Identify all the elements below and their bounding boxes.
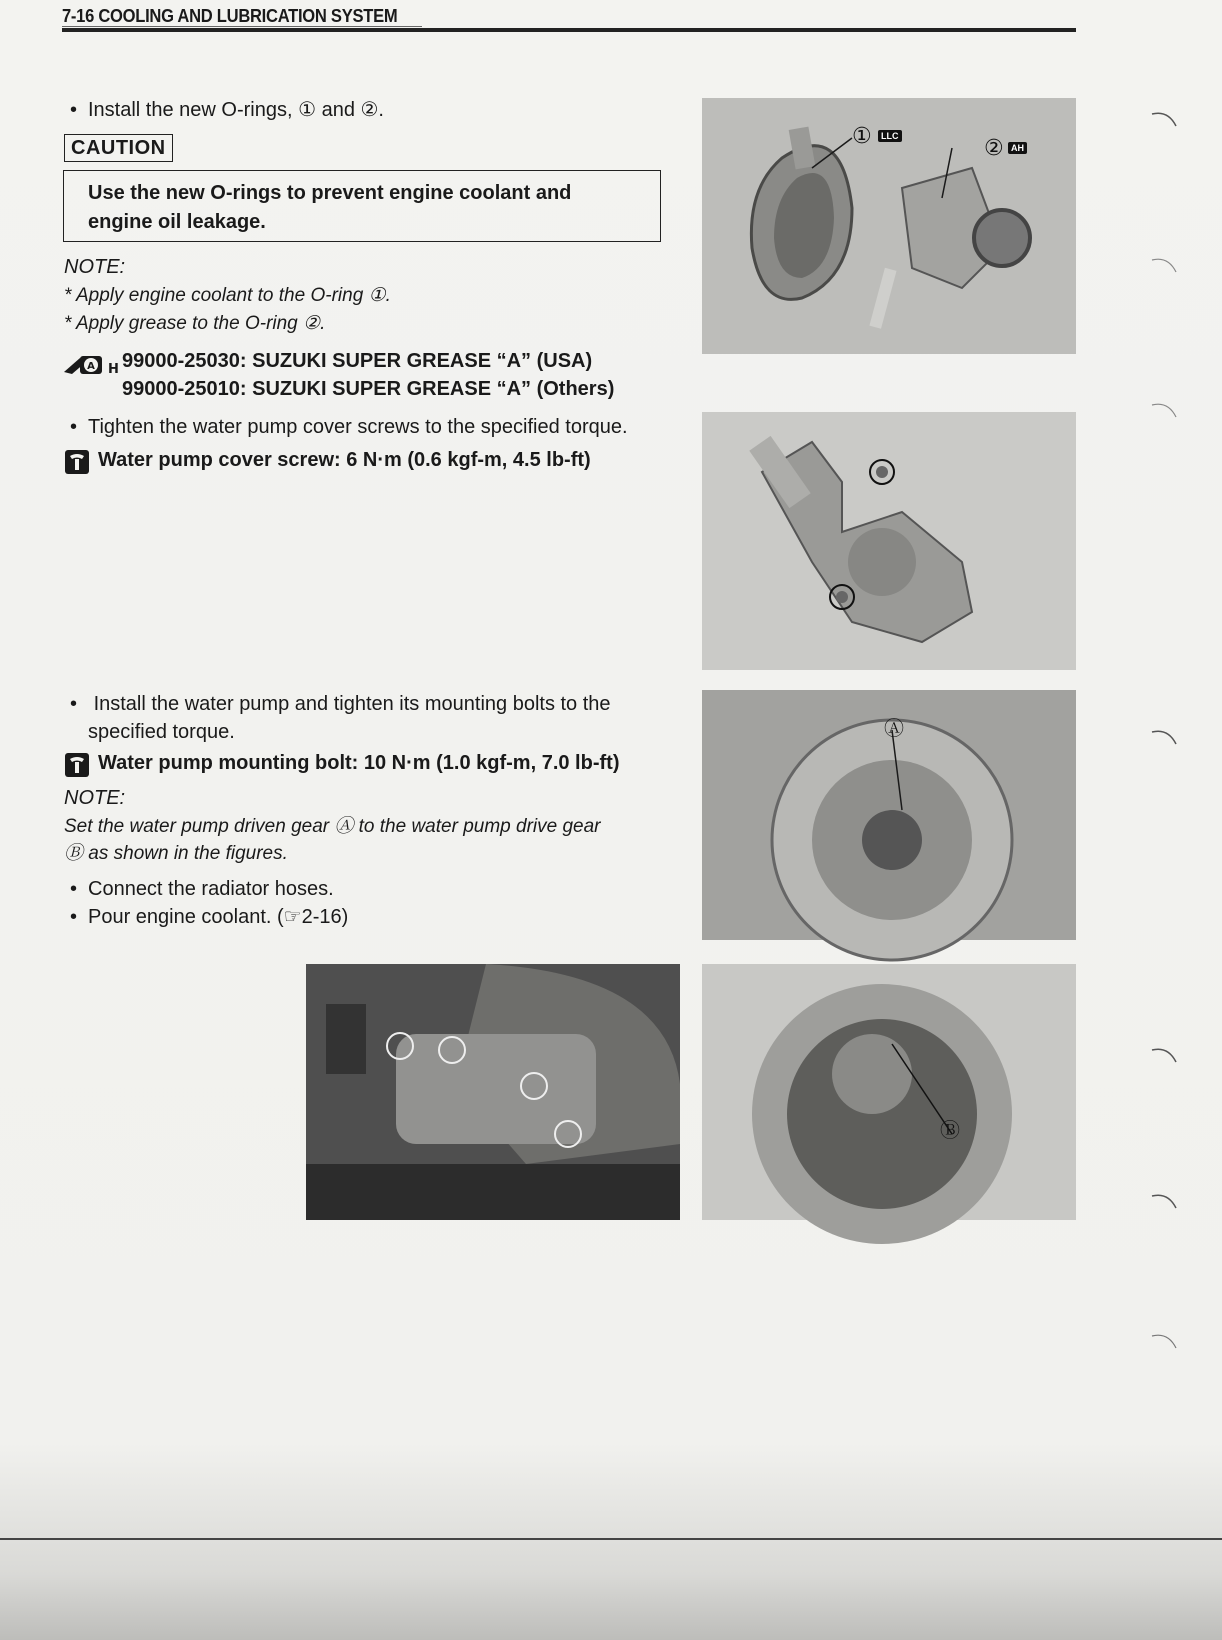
grease-spec-usa: 99000-25030: SUZUKI SUPER GREASE “A” (USA) bbox=[122, 350, 593, 372]
binder-mark-icon bbox=[1150, 1186, 1180, 1216]
note-line-grease: * Apply grease to the O-ring ②. bbox=[64, 313, 326, 334]
photo-water-pump-cover-screws bbox=[702, 412, 1076, 670]
grease-tag-icon: AH bbox=[1008, 142, 1027, 154]
torque-mounting-bolt: Water pump mounting bolt: 10 N·m (1.0 kgf-m, 7.0 lb-ft) bbox=[98, 752, 620, 774]
photo-water-pump-orings bbox=[702, 98, 1076, 354]
note-gear-line1: Set the water pump driven gear Ⓐ to the water pump drive gear bbox=[64, 816, 601, 837]
caution-text-line2: engine oil leakage. bbox=[88, 211, 266, 233]
bullet-pour-engine-coolant: • Pour engine coolant. (☞2-16) bbox=[62, 903, 688, 931]
callout-2: ② bbox=[984, 136, 1004, 161]
torque-cover-screw: Water pump cover screw: 6 N·m (0.6 kgf-m, 4.5 lb-ft) bbox=[98, 449, 591, 471]
bullet-tighten-cover-screws: • Tighten the water pump cover screws to the specified torque. bbox=[62, 413, 728, 441]
header-rule-thin bbox=[62, 26, 422, 27]
bullet-install-orings: • Install the new O-rings, ① and ②. bbox=[62, 96, 668, 124]
bullet-install-water-pump bbox=[62, 690, 708, 746]
note-heading-1: NOTE: bbox=[64, 256, 126, 278]
caution-box bbox=[63, 170, 661, 242]
header-rule bbox=[62, 28, 1076, 32]
binder-mark-icon bbox=[1150, 1326, 1180, 1356]
llc-tag-icon: LLC bbox=[878, 130, 902, 142]
bullet-connect-radiator-hoses: • Connect the radiator hoses. bbox=[62, 875, 688, 903]
photo-installed-water-pump bbox=[306, 964, 680, 1220]
photo-drive-gear bbox=[702, 964, 1076, 1220]
photo-driven-gear bbox=[702, 690, 1076, 940]
torque-wrench-icon bbox=[64, 752, 90, 778]
torque-wrench-icon bbox=[64, 449, 90, 475]
binder-mark-icon bbox=[1150, 104, 1180, 134]
callout-b: Ⓑ bbox=[940, 1118, 960, 1142]
callout-a: Ⓐ bbox=[884, 716, 904, 740]
bullet-install-water-pump-line1: Install the water pump and tighten its mounting bolts to the bbox=[93, 693, 611, 715]
callout-1: ① bbox=[852, 124, 872, 149]
grease-icon bbox=[62, 350, 119, 377]
caution-label: CAUTION bbox=[64, 134, 173, 162]
svg-text:H: H bbox=[108, 362, 119, 377]
binder-mark-icon bbox=[1150, 250, 1180, 280]
grease-spec-others: 99000-25010: SUZUKI SUPER GREASE “A” (Others) bbox=[122, 378, 615, 400]
page-bottom-rule bbox=[0, 1538, 1222, 1540]
svg-text:A: A bbox=[87, 361, 95, 372]
binder-mark-icon bbox=[1150, 1040, 1180, 1070]
caution-text-line1: Use the new O-rings to prevent engine coolant and bbox=[88, 182, 572, 204]
binder-mark-icon bbox=[1150, 722, 1180, 752]
note-heading-2: NOTE: bbox=[64, 787, 126, 809]
binder-mark-icon bbox=[1150, 395, 1180, 425]
note-gear-line2: Ⓑ as shown in the figures. bbox=[64, 843, 288, 864]
bullet-install-water-pump-line2: specified torque. bbox=[88, 721, 235, 743]
page-header-title: 7-16 COOLING AND LUBRICATION SYSTEM bbox=[62, 6, 398, 26]
note-line-coolant: * Apply engine coolant to the O-ring ①. bbox=[64, 285, 391, 306]
